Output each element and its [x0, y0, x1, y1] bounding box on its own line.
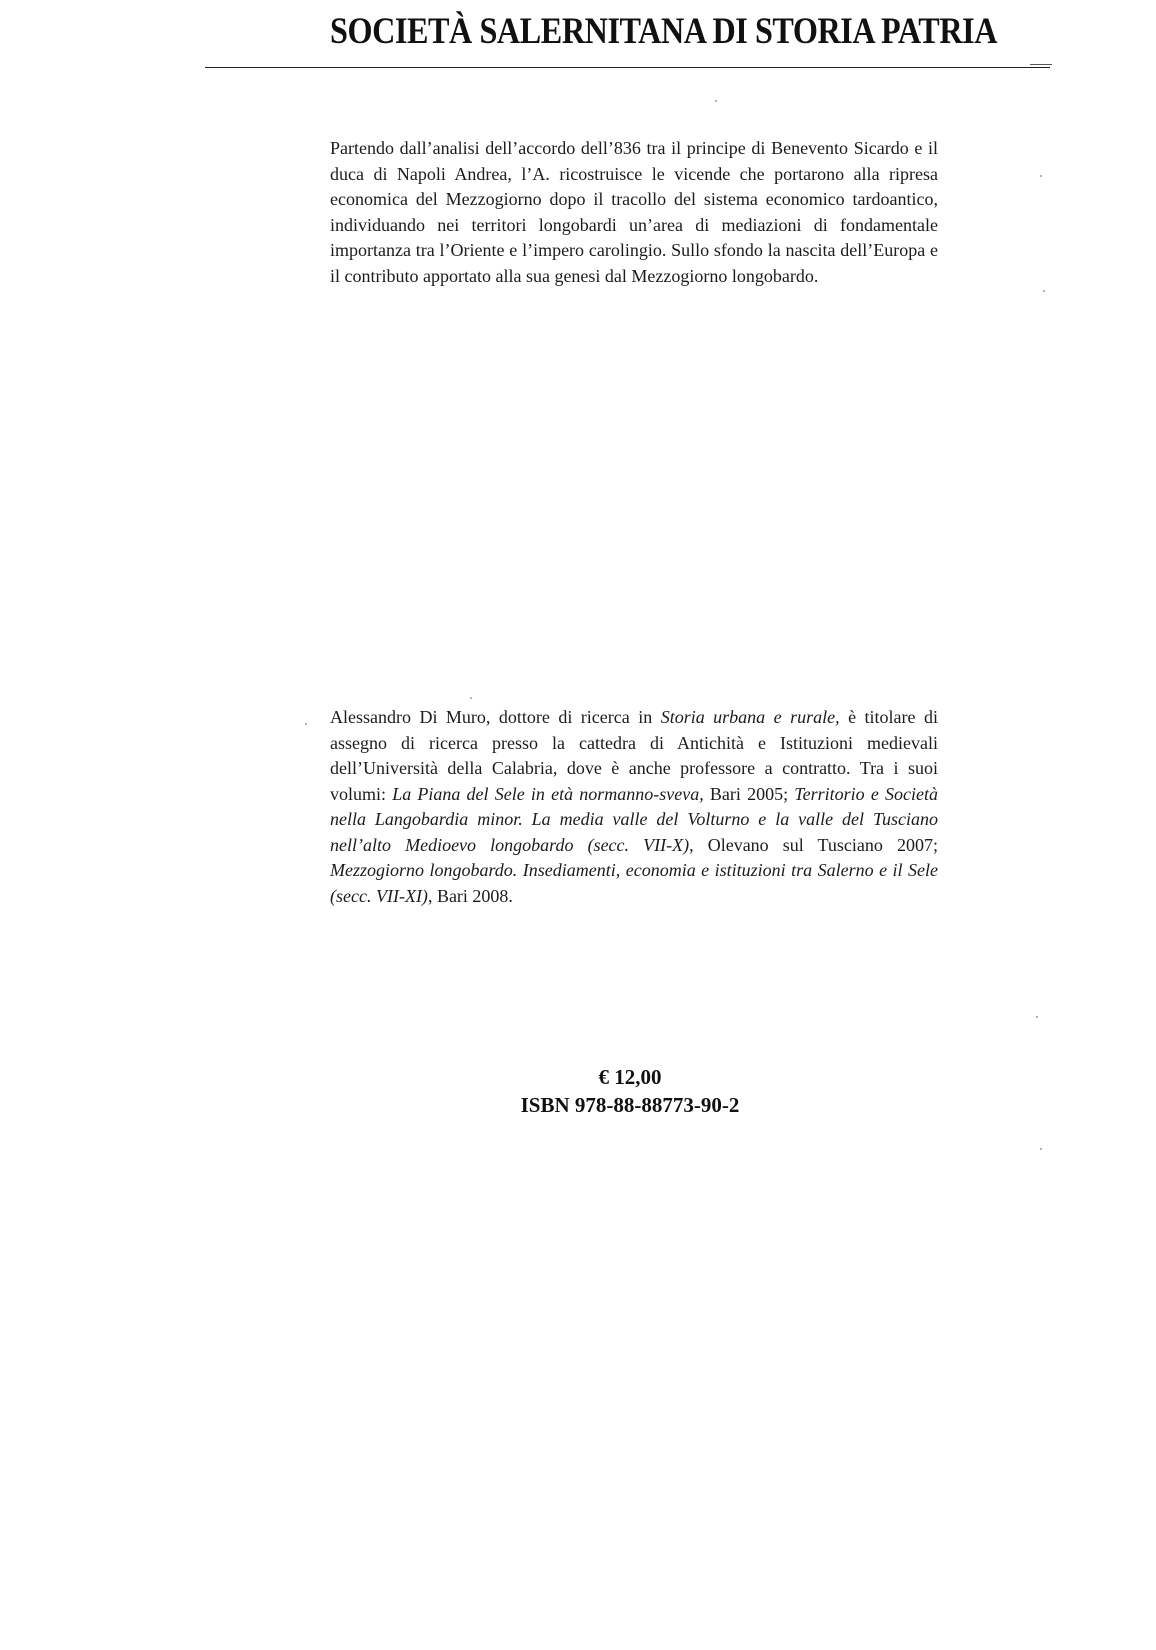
author-paragraph: [330, 705, 938, 909]
author-text-2: è titolare di assegno di ricerca presso la cattedra di Antichità e Istituzioni medievali dell’Università della Calabria, dove è anche professore a contratto. Tra i suoi volumi:: [330, 707, 938, 804]
scan-speck: [715, 100, 717, 102]
scan-speck: [1036, 1016, 1038, 1018]
author-text-1: Alessandro Di Muro, dottore di ricerca in: [330, 707, 661, 727]
author-italic-2: La Piana del Sele in età normanno-sveva,: [392, 783, 704, 804]
author-text-5: , Bari 2008.: [427, 885, 513, 906]
author-italic-1: Storia urbana e rurale,: [660, 707, 840, 727]
isbn-label: ISBN 978-88-88773-90-2: [520, 1093, 740, 1117]
price-label: € 12,00: [598, 1065, 662, 1089]
scan-speck: [470, 697, 472, 699]
author-text-4: , Olevano sul Tusciano 2007;: [689, 834, 938, 855]
author-biography: [330, 705, 938, 909]
scan-speck: [1040, 1148, 1042, 1150]
header-divider-tail: [1030, 64, 1052, 71]
author-italic-3: Territorio e Società nella Langobardia minor. La media valle del Volturno e la valle del Tusciano nell’alto Medioevo longobardo (secc. VII-X): [330, 783, 938, 855]
scan-speck: [1040, 175, 1042, 177]
author-text-3: Bari 2005;: [703, 783, 795, 804]
summary-paragraph: Partendo dall’analisi dell’accordo dell’836 tra il principe di Benevento Sicardo e il duca di Napoli Andrea, l’A. ricostruisce le vicende che portarono alla ripresa economica del Mezzogiorno dopo il tracollo del sistema economico tardoantico, individuando nei territori longobardi un’area di mediazioni di fondamentale importanza tra l’Oriente e l’impero carolingio. Sullo sfondo la nascita dell’Europa e il contributo apportato alla sua genesi dal Mezzogiorno longobardo.: [330, 138, 938, 286]
pricing-block: [460, 1063, 800, 1119]
book-summary: [330, 136, 938, 289]
header-divider: [205, 67, 1050, 68]
author-italic-4: Mezzogiorno longobardo. Insediamenti, economia e istituzioni tra Salerno e il Sele (secc. VII-XI): [330, 860, 938, 906]
scan-speck: [1043, 290, 1045, 292]
scan-speck: [305, 723, 307, 725]
publisher-title: SOCIETÀ SALERNITANA DI STORIA PATRIA: [330, 11, 998, 52]
page-header: [0, 0, 1156, 80]
